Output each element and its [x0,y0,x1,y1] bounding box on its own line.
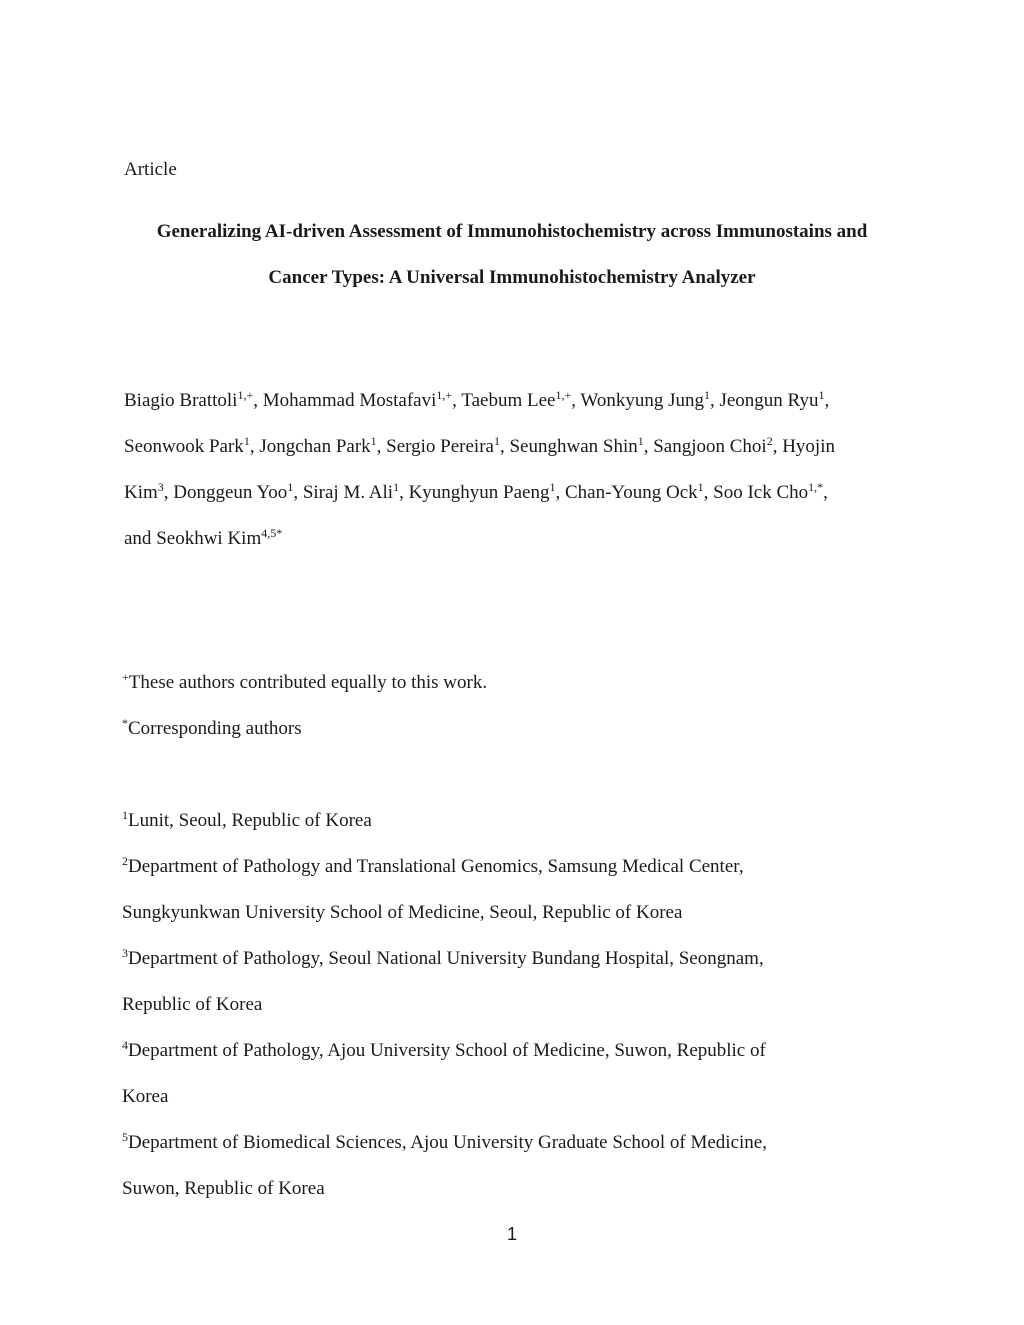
author-affiliation: 2 [766,434,773,448]
author-name: Jeongun Ryu [719,390,819,411]
author-affiliation: 1 [493,434,500,448]
author-affiliation: 1,* [808,480,824,494]
author-name: Kyunghyun Paeng [408,482,550,503]
author-name: Seunghwan Shin [509,436,638,457]
author-line-4: and Seokhwi Kim$^{4,5*}$ [124,526,283,549]
author-affiliation: 4,5* [261,526,283,540]
author-name: Soo Ick Cho [713,482,809,503]
author-affiliation: 1 [549,480,556,494]
title-line-2: Cancer Types: A Universal Immunohistochemistry Analyzer [268,267,756,288]
equal-contribution-note: +These authors contributed equally to this work. [122,670,488,693]
author-name: Biagio Brattoli [124,390,238,411]
corresponding-authors-note: *Corresponding authors [122,716,302,739]
note-mark: * [122,716,128,730]
affiliation-number: 2 [122,854,128,868]
author-affiliation: 1,+ [436,388,453,402]
author-affiliation: 1,+ [555,388,572,402]
author-name-last: Kim [124,482,158,503]
author-line-1: Biagio Brattoli$^{1,+}$, Mohammad Mostafavi$^{1,+}$, Taebum Lee$^{1,+}$, Wonkyung Jung$^1$, Jeongun Ryu$^1$, [124,388,830,411]
author-line-3: Kim$^3$, Donggeun Yoo$^1$, Siraj M. Ali$^1$, Kyunghyun Paeng$^1$, Chan-Young Ock$^1$, Soo Ick Cho$^{1,*}$, [124,480,828,503]
article-label: Article [124,159,177,180]
author-affiliation: 1 [818,388,825,402]
author-affiliation: 1,+ [237,388,254,402]
affiliation-3-cont: Republic of Korea [122,994,263,1015]
affiliation-number: 4 [122,1038,128,1052]
affiliation-4: $^4$Department of Pathology, Ajou University School of Medicine, Suwon, Republic of [122,1038,766,1061]
author-name: Seokhwi Kim [156,528,262,549]
affiliation-5: $^5$Department of Biomedical Sciences, Ajou University Graduate School of Medicine, [122,1130,767,1153]
author-name-first: Hyojin [782,436,835,457]
author-name: Wonkyung Jung [580,390,704,411]
author-affiliation: 1 [370,434,377,448]
affiliation-number: 5 [122,1130,128,1144]
author-name: Jongchan Park [259,436,371,457]
affiliation-number: 3 [122,946,128,960]
author-name: Sangjoon Choi [653,436,767,457]
author-name: Mohammad Mostafavi [262,390,437,411]
author-name: Chan-Young Ock [564,482,698,503]
author-affiliation: 1 [243,434,250,448]
affiliation-1: $^1$Lunit, Seoul, Republic of Korea [122,808,372,831]
author-affiliation: 1 [393,480,400,494]
author-name: Donggeun Yoo [173,482,288,503]
title-line-1: Generalizing AI-driven Assessment of Immunohistochemistry across Immunostains and [156,221,868,242]
note-mark: + [122,670,129,684]
author-name: Seonwook Park [124,436,244,457]
affiliation-4-cont: Korea [122,1086,169,1107]
author-name: Sergio Pereira [386,436,494,457]
author-affiliation: 1 [637,434,644,448]
affiliation-number: 1 [122,808,128,822]
affiliation-2: $^2$Department of Pathology and Translational Genomics, Samsung Medical Center, [122,854,744,877]
page-number: 1 [506,1224,517,1244]
author-name: Taebum Lee [461,390,556,411]
affiliation-2-cont: Sungkyunkwan University School of Medicine, Seoul, Republic of Korea [122,902,683,923]
author-affiliation: 1 [287,480,294,494]
author-name: Siraj M. Ali [302,482,394,503]
affiliation-5-cont: Suwon, Republic of Korea [122,1178,325,1199]
affiliation-3: $^3$Department of Pathology, Seoul National University Bundang Hospital, Seongnam, [122,946,764,969]
author-affiliation: 3 [157,480,164,494]
author-affiliation: 1 [703,388,710,402]
author-affiliation: 1 [697,480,704,494]
author-line-2: Seonwook Park$^1$, Jongchan Park$^1$, Sergio Pereira$^1$, Seunghwan Shin$^1$, Sangjoon Choi$^2$, Hyojin [124,434,835,457]
